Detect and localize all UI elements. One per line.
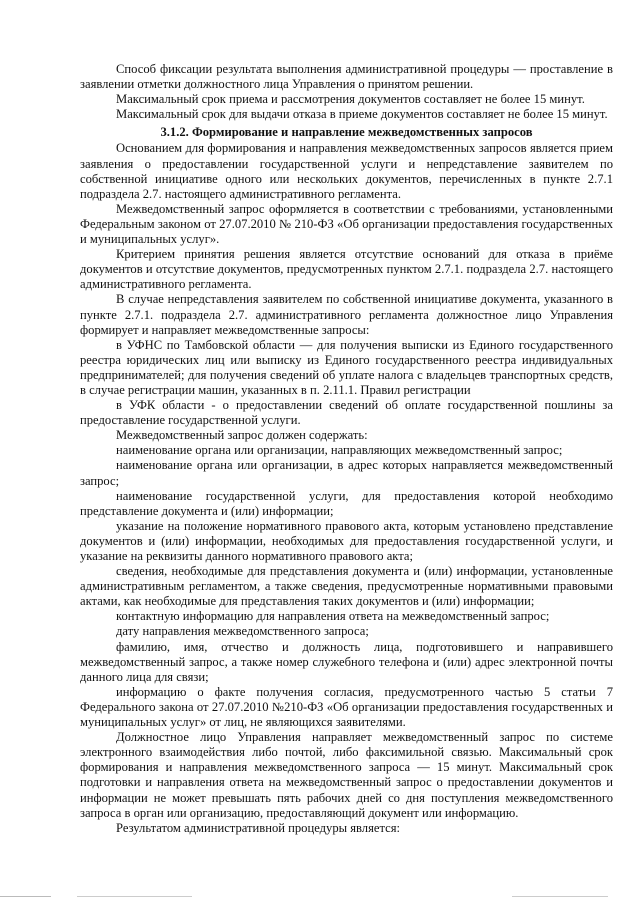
document-page xyxy=(80,62,613,836)
paragraph-sending-method: Должностное лицо Управления направляет межведомственный запрос по системе электронного взаимодействия либо почтой, либо факсимильной связью. Максимальный срок формирования и направления межведомственного запроса — 15 минут. Максимальный срок подготовки и направления ответа на межведомственный запрос о предоставлении документов и информации не может превышать пять рабочих дней со дня поступления межведомственного запроса в орган или организацию, предоставляющий документ или информацию. xyxy=(80,730,613,820)
paragraph-non-submission: В случае непредставления заявителем по собственной инициативе документа, указанного в пункте 2.7.1. подраздела 2.7. административного регламента должностное лицо Управления формирует и направляет межведомственные запросы: xyxy=(80,292,613,337)
paragraph-grounds: Основанием для формирования и направления межведомственных запросов является прием заявления о предоставлении государственной услуги и непредставление заявителем по собственной инициативе одного или нескольких документов, перечисленных в пункте 2.7.1 подраздела 2.7. настоящего административного регламента. xyxy=(80,141,613,201)
section-heading: 3.1.2. Формирование и направление межведомственных запросов xyxy=(160,125,533,140)
paragraph-decision-criterion: Критерием принятия решения является отсутствие оснований для отказа в приёме документов и отсутствие документов, предусмотренных пунктом 2.7.1. подраздела 2.7. настоящего административного регламента. xyxy=(80,247,613,292)
paragraph-ufk: в УФК области - о предоставлении сведений об оплате государственной пошлины за предоставление государственной услуги. xyxy=(80,398,613,428)
list-item: контактную информацию для направления ответа на межведомственный запрос; xyxy=(116,609,550,624)
list-item: информацию о факте получения согласия, предусмотренного частью 5 статьи 7 Федерального закона от 27.07.2010 №210-ФЗ «Об организации предоставления государственных и муниципальных услуг» от лиц, не являющихся заявителями. xyxy=(80,684,613,730)
paragraph-fixation-method: Способ фиксации результата выполнения административной процедуры — проставление в заявлении отметки должностного лица Управления о принятом решении. xyxy=(80,62,613,92)
list-item: указание на положение нормативного правового акта, которым установлено представление документов и (или) информации, необходимых для предоставления государственной услуги, и указание на реквизиты данного нормативного правового акта; xyxy=(80,518,613,563)
list-item: наименование государственной услуги, для предоставления которой необходимо представление документа и (или) информации; xyxy=(80,488,613,518)
list-item: наименование органа или организации, в адрес которых направляется межведомственный запрос; xyxy=(80,458,613,488)
paragraph-max-refusal-time: Максимальный срок для выдачи отказа в приеме документов составляет не более 15 минут. xyxy=(116,107,608,122)
scan-artifact-line xyxy=(0,896,640,897)
paragraph-result: Результатом административной процедуры является: xyxy=(116,820,401,835)
paragraph-ufns: в УФНС по Тамбовской области — для получения выписки из Единого государственного реестра юридических лиц или выписку из Единого государственного реестра индивидуальных предпринимателей; для получения сведений об уплате налога с владельцев транспортных средств, в случае регистрации машин, указанных в п. 2.11.1. Правил регистрации xyxy=(80,337,613,397)
list-item: сведения, необходимые для представления документа и (или) информации, установленные административным регламентом, а также сведения, предусмотренные нормативными правовыми актами, как необходимые для представления таких документов и (или) информации; xyxy=(80,564,613,609)
list-item: наименование органа или организации, направляющих межведомственный запрос; xyxy=(116,443,563,458)
paragraph-request-format: Межведомственный запрос оформляется в соответствии с требованиями, установленными Федеральным законом от 27.07.2010 № 210-ФЗ «Об организации предоставления государственных и муниципальных услуг». xyxy=(80,201,613,247)
list-item: дату направления межведомственного запроса; xyxy=(116,624,369,639)
paragraph-max-review-time: Максимальный срок приема и рассмотрения документов составляет не более 15 минут. xyxy=(116,92,585,107)
paragraph-request-contents: Межведомственный запрос должен содержать: xyxy=(116,428,368,443)
list-item: фамилию, имя, отчество и должность лица, подготовившего и направившего межведомственный запрос, а также номер служебного телефона и (или) адрес электронной почты данного лица для связи; xyxy=(80,639,613,684)
